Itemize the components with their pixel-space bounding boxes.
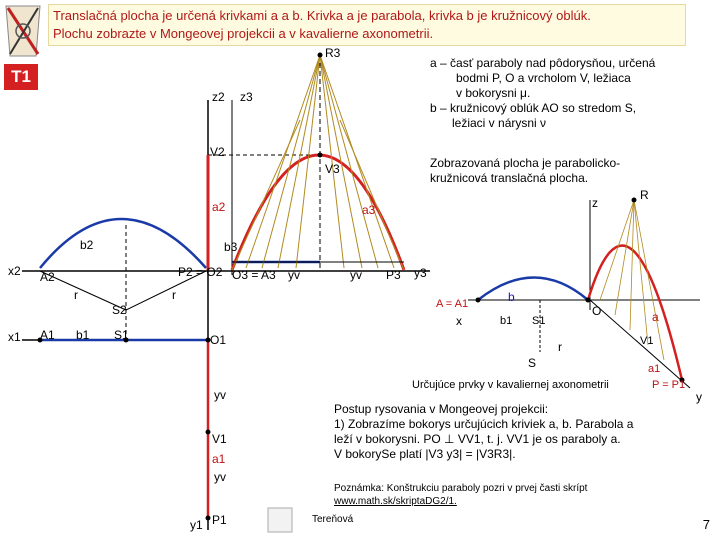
axo-label-y: y xyxy=(696,390,702,404)
label-b1: b1 xyxy=(76,328,90,342)
axo-label-O: O xyxy=(592,304,602,318)
author-name: Tereňová xyxy=(312,514,354,525)
label-a3: a3 xyxy=(362,203,376,217)
procedure-block xyxy=(334,402,706,462)
label-yv-2: yv xyxy=(350,268,362,282)
desc-line-5: ležiaci v nárysni ν xyxy=(452,116,547,130)
label-x2: x2 xyxy=(8,264,21,278)
axo-label-r: r xyxy=(558,340,562,354)
axo-construction xyxy=(600,200,664,360)
axo-label-a: a xyxy=(652,310,659,324)
axo-label-S1: S1 xyxy=(532,315,546,327)
label-P1: P1 xyxy=(212,513,227,527)
axo-b-arc xyxy=(478,278,588,301)
label-z2: z2 xyxy=(212,90,225,104)
label-yv-bottom: yv xyxy=(214,470,226,484)
label-r-right: r xyxy=(172,288,176,302)
label-O1: O1 xyxy=(210,333,227,347)
note-link[interactable]: www.math.sk/skriptaDG2/1. xyxy=(334,496,457,507)
label-a1: a1 xyxy=(212,452,226,466)
axo-caption: Určujúce prvky v kavaliernej axonometrii xyxy=(412,379,609,391)
surface-description xyxy=(430,156,720,186)
desc-line-1: a – časť paraboly nad pôdorysňou, určená xyxy=(430,56,656,70)
label-A2: A2 xyxy=(40,270,55,284)
label-z3: z3 xyxy=(240,90,253,104)
axo-label-R: R xyxy=(640,188,649,202)
note-line-1: Poznámka: Konštrukciu paraboly pozri v prvej časti skrípt xyxy=(334,483,588,494)
label-V1: V1 xyxy=(212,432,227,446)
label-P3: P3 xyxy=(386,268,401,282)
procedure-line-3: V bokorySe platí |V3 y3| = |V3R3|. xyxy=(334,447,516,461)
axo-a-parabola xyxy=(588,246,682,380)
desc-line-4: b – kružnicový oblúk AO so stredom S, xyxy=(430,101,637,115)
axo-label-x: x xyxy=(456,314,462,328)
header-line-2: Plochu zobrazte v Mongeovej projekcii a v kavalierne axonometrii. xyxy=(53,26,434,41)
label-yv-1: yv xyxy=(288,268,300,282)
desc-line-3: v bokorysni μ. xyxy=(456,86,531,100)
header-line-1: Translačná plocha je určená krivkami a a b. Krivka a je parabola, krivka b je kružnicový oblúk. xyxy=(53,8,591,23)
procedure-title: Postup rysovania v Mongeovej projekcii: xyxy=(334,402,549,416)
desc-line-2: bodmi P, O a vrcholom V, ležiaca xyxy=(456,71,631,85)
procedure-line-1: 1) Zobrazíme bokorys určujúcich kriviek a, b. Parabola a xyxy=(334,417,634,431)
axo-label-S: S xyxy=(528,356,537,370)
label-b3: b3 xyxy=(224,240,238,254)
label-R3: R3 xyxy=(325,46,341,60)
label-r-left: r xyxy=(74,288,78,302)
label-O3A3: O3 = A3 xyxy=(232,268,276,282)
label-x1: x1 xyxy=(8,330,21,344)
axo-label-a1: a1 xyxy=(648,363,661,375)
note-block xyxy=(334,482,587,508)
surface-line-1: Zobrazovaná plocha je parabolicko- xyxy=(430,156,621,170)
label-y3: y3 xyxy=(414,266,427,280)
slide-badge: T1 xyxy=(4,64,38,90)
axo-label-P: P = P1 xyxy=(652,379,686,391)
label-S2: S2 xyxy=(112,303,127,317)
axo-label-z: z xyxy=(592,196,598,210)
axo-label-A: A = A1 xyxy=(436,298,469,310)
label-S1: S1 xyxy=(114,328,129,342)
page-number: 7 xyxy=(702,517,710,532)
label-y1: y1 xyxy=(190,518,203,532)
axo-label-V1: V1 xyxy=(640,335,654,347)
curve-description xyxy=(430,56,720,131)
axo-label-b: b xyxy=(508,290,515,304)
label-A1: A1 xyxy=(40,328,55,342)
procedure-line-2: leží v bokorysni. PO ⊥ VV1, t. j. VV1 je os paraboly a. xyxy=(334,432,621,446)
label-a2: a2 xyxy=(212,200,226,214)
label-yv-lower: yv xyxy=(214,388,226,402)
label-P2O2: P2 = O2 xyxy=(178,265,223,279)
label-b2: b2 xyxy=(80,238,94,252)
label-V2: V2 xyxy=(210,145,225,159)
axo-label-b1: b1 xyxy=(500,315,513,327)
author-logo-icon xyxy=(268,508,292,532)
b2-arc xyxy=(40,219,206,268)
label-V3: V3 xyxy=(325,162,340,176)
parabola-construction xyxy=(232,55,404,270)
surface-line-2: kružnicová translačná plocha. xyxy=(430,171,589,185)
